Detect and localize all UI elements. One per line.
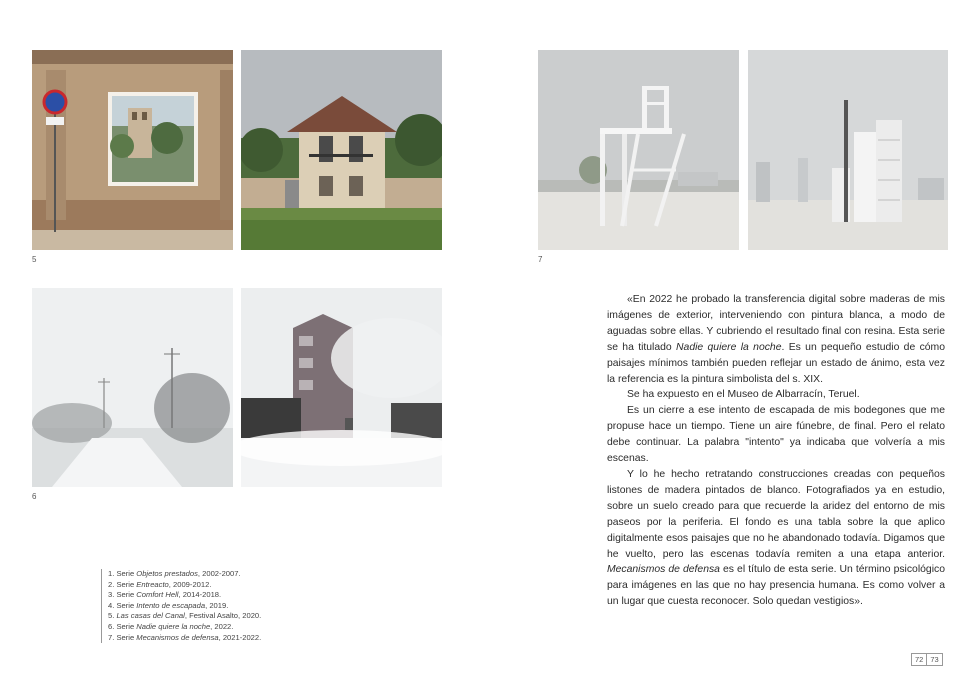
footnote-item: 3. Serie Comfort Hell, 2014-2018. xyxy=(108,590,222,600)
page-number-right: 73 xyxy=(930,655,939,664)
footnote-item: 6. Serie Nadie quiere la noche, 2022. xyxy=(108,621,234,631)
photo-brick-wall-with-framed-photo xyxy=(32,50,233,250)
photo-white-tower-structure xyxy=(748,50,948,250)
paragraph-2: Se ha expuesto en el Museo de Albarracín, Teruel. xyxy=(627,389,860,401)
paragraph-1-text-b: . Es un pequeño estudio de cómo paisajes mínimos también pueden reflejar un estado de ánimo, esta vez la referencia es la pintura simbolista del s. XIX. xyxy=(607,341,945,385)
photo-misty-building xyxy=(241,288,442,487)
paragraph-3: Es un cierre a ese intento de escapada de mis bodegones que me propuse hace un tiempo. Tiene un aire fúnebre, de final. Pero el relato debe continuar. La palabra "intento" ya indicaba que volvería a mis escenas. xyxy=(607,405,945,465)
series-title-nadie: Nadie quiere la noche xyxy=(676,341,782,353)
paragraph-4-text-b: es el título de esta serie. Un término psicológico para imágenes en las que no hay presencia humana. Es como volver a un lugar que cuesta reconocer. Solo quedan vestigios». xyxy=(607,564,945,608)
footnote-item: 5. Las casas del Canal, Festival Asalto, 2020. xyxy=(108,611,262,621)
footnote-item: 4. Serie Intento de escapada, 2019. xyxy=(108,600,229,610)
figure-number-6: 6 xyxy=(32,492,37,501)
footnotes xyxy=(101,569,261,643)
footnote-item: 2. Serie Entreacto, 2009-2012. xyxy=(108,579,212,589)
series-title-mecanismos: Mecanismos de defensa xyxy=(607,564,720,576)
photo-old-house xyxy=(241,50,442,250)
photo-foggy-field xyxy=(32,288,233,487)
paragraph-4-text-a: Y lo he hecho retratando construcciones creadas con pequeños listones de madera pintados de blanco. Fotografiados ya en estudio, sobre un suelo creado para que recuerde la aridez del entorno de mis paseos por la periferia. El fondo es una tabla sobre la que aplico digitalmente esos paisajes que no he abandonado todavía. Digamos que he vuelto, pero las escenas todavía remiten a una etapa anterior. xyxy=(607,468,945,560)
footnote-item: 1. Serie Objetos prestados, 2002-2007. xyxy=(108,569,241,578)
figure-number-7: 7 xyxy=(538,255,543,264)
paragraph-4 xyxy=(607,467,945,610)
body-text xyxy=(607,292,945,610)
page-number-left: 72 xyxy=(912,654,927,665)
paragraph-1 xyxy=(607,292,945,387)
page-numbers xyxy=(911,653,943,666)
photo-white-chair-structure xyxy=(538,50,739,250)
figure-number-5: 5 xyxy=(32,255,37,264)
paragraph-1-text-a: «En 2022 he probado la transferencia digital sobre maderas de mis imágenes de exterior, interveniendo con pintura blanca, a modo de aguadas sobre ellas. Y cubriendo el resultado final con resina. Esta serie se ha titulado xyxy=(607,294,945,353)
footnote-item: 7. Serie Mecanismos de defensa, 2021-2022. xyxy=(108,632,262,642)
